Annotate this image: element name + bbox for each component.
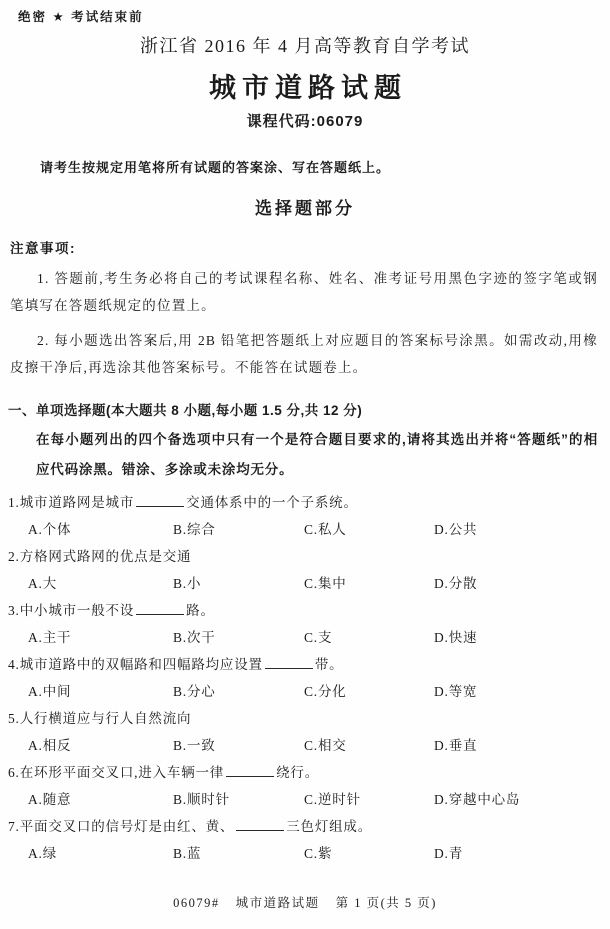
option-D: D.等宽 (434, 684, 478, 699)
exam-note-1: 1. 答题前,考生务必将自己的考试课程名称、姓名、准考证号用黑色字迹的签字笔或钢笔填写在答题纸规定的位置上。 (10, 271, 598, 313)
footer-course-code: 06079# (173, 896, 220, 910)
question-number: 7. (8, 819, 20, 834)
option-D: D.分散 (434, 576, 478, 591)
option-C: C.支 (304, 630, 333, 645)
question-stem (8, 543, 610, 570)
option-A: A.中间 (28, 684, 72, 699)
exam-note-2: 2. 每小题选出答案后,用 2B 铅笔把答题纸上对应题目的答案标号涂黑。如需改动,用橡皮擦干净后,再选涂其他答案标号。不能答在试题卷上。 (10, 333, 598, 375)
exam-session-title: 浙江省 2016 年 4 月高等教育自学考试 (140, 36, 470, 56)
question-number: 3. (8, 603, 20, 618)
option-C: C.私人 (304, 522, 347, 537)
question-number: 4. (8, 657, 20, 672)
option-A: A.主干 (28, 630, 72, 645)
footer-paper-title: 城市道路试题 (235, 896, 320, 910)
question (8, 543, 610, 597)
stem-text-post: 绕行。 (276, 765, 320, 780)
option-A: A.个体 (28, 522, 72, 537)
option-C: C.相交 (304, 738, 347, 753)
option-B: B.次干 (173, 630, 216, 645)
part-one-directions: 在每小题列出的四个备选项中只有一个是符合题目要求的,请将其选出并将“答题纸”的相应代码涂黑。错涂、多涂或未涂均无分。 (36, 432, 598, 477)
question-stem (8, 651, 610, 678)
question (8, 489, 610, 543)
question-stem (8, 597, 610, 624)
answer-blank (236, 818, 284, 831)
question (8, 597, 610, 651)
options-row (8, 732, 610, 759)
option-C: C.集中 (304, 576, 347, 591)
question-stem (8, 705, 610, 732)
options-row (8, 786, 610, 813)
stem-text-pre: 城市道路网是城市 (19, 495, 135, 510)
answer-blank (136, 494, 184, 507)
option-B: B.一致 (173, 738, 216, 753)
options-row (8, 840, 610, 867)
stem-text-post: 交通体系中的一个子系统。 (186, 495, 358, 510)
option-D: D.快速 (434, 630, 478, 645)
option-D: D.垂直 (434, 738, 478, 753)
question-number: 2. (8, 549, 20, 564)
option-B: B.蓝 (173, 846, 202, 861)
question-number: 5. (8, 711, 20, 726)
options-row (8, 570, 610, 597)
stem-text-post: 带。 (314, 657, 344, 672)
answer-blank (226, 764, 274, 777)
option-C: C.紫 (304, 846, 333, 861)
question (8, 759, 610, 813)
answer-blank (265, 656, 313, 669)
secrecy-label: 绝密 ★ 考试结束前 (18, 10, 144, 24)
option-D: D.青 (434, 846, 464, 861)
section-title: 选择题部分 (255, 199, 355, 218)
question-list (8, 489, 610, 867)
option-C: C.逆时针 (304, 792, 361, 807)
option-A: A.大 (28, 576, 58, 591)
option-D: D.公共 (434, 522, 478, 537)
question (8, 813, 610, 867)
option-A: A.随意 (28, 792, 72, 807)
option-B: B.顺时针 (173, 792, 230, 807)
footer-page-number: 第 1 页(共 5 页) (335, 896, 437, 910)
page-title: 城市道路试题 (209, 73, 407, 103)
option-B: B.综合 (173, 522, 216, 537)
option-B: B.分心 (173, 684, 216, 699)
question (8, 651, 610, 705)
question-number: 6. (8, 765, 20, 780)
stem-text-pre: 中小城市一般不设 (19, 603, 135, 618)
question (8, 705, 610, 759)
option-C: C.分化 (304, 684, 347, 699)
stem-text-post: 三色灯组成。 (286, 819, 373, 834)
part-one-heading: 一、单项选择题(本大题共 8 小题,每小题 1.5 分,共 12 分) (8, 403, 363, 418)
stem-text-post: 路。 (186, 603, 215, 618)
page-footer (0, 893, 610, 911)
course-code: 课程代码:06079 (246, 113, 364, 130)
stem-text-pre: 方格网式路网的优点是交通 (19, 549, 192, 564)
options-row (8, 678, 610, 705)
option-A: A.绿 (28, 846, 58, 861)
notes-heading: 注意事项: (10, 241, 76, 256)
option-D: D.穿越中心岛 (434, 792, 521, 807)
question-number: 1. (8, 495, 20, 510)
stem-text-pre: 平面交叉口的信号灯是由红、黄、 (19, 819, 235, 834)
stem-text-pre: 在环形平面交叉口,进入车辆一律 (19, 765, 225, 780)
options-row (8, 516, 610, 543)
pen-notice: 请考生按规定用笔将所有试题的答案涂、写在答题纸上。 (40, 160, 391, 175)
question-stem (8, 813, 610, 840)
question-stem (8, 759, 610, 786)
option-B: B.小 (173, 576, 202, 591)
question-stem (8, 489, 610, 516)
option-A: A.相反 (28, 738, 72, 753)
stem-text-pre: 城市道路中的双幅路和四幅路均应设置 (19, 657, 263, 672)
stem-text-pre: 人行横道应与行人自然流向 (19, 711, 192, 726)
options-row (8, 624, 610, 651)
answer-blank (136, 602, 184, 615)
